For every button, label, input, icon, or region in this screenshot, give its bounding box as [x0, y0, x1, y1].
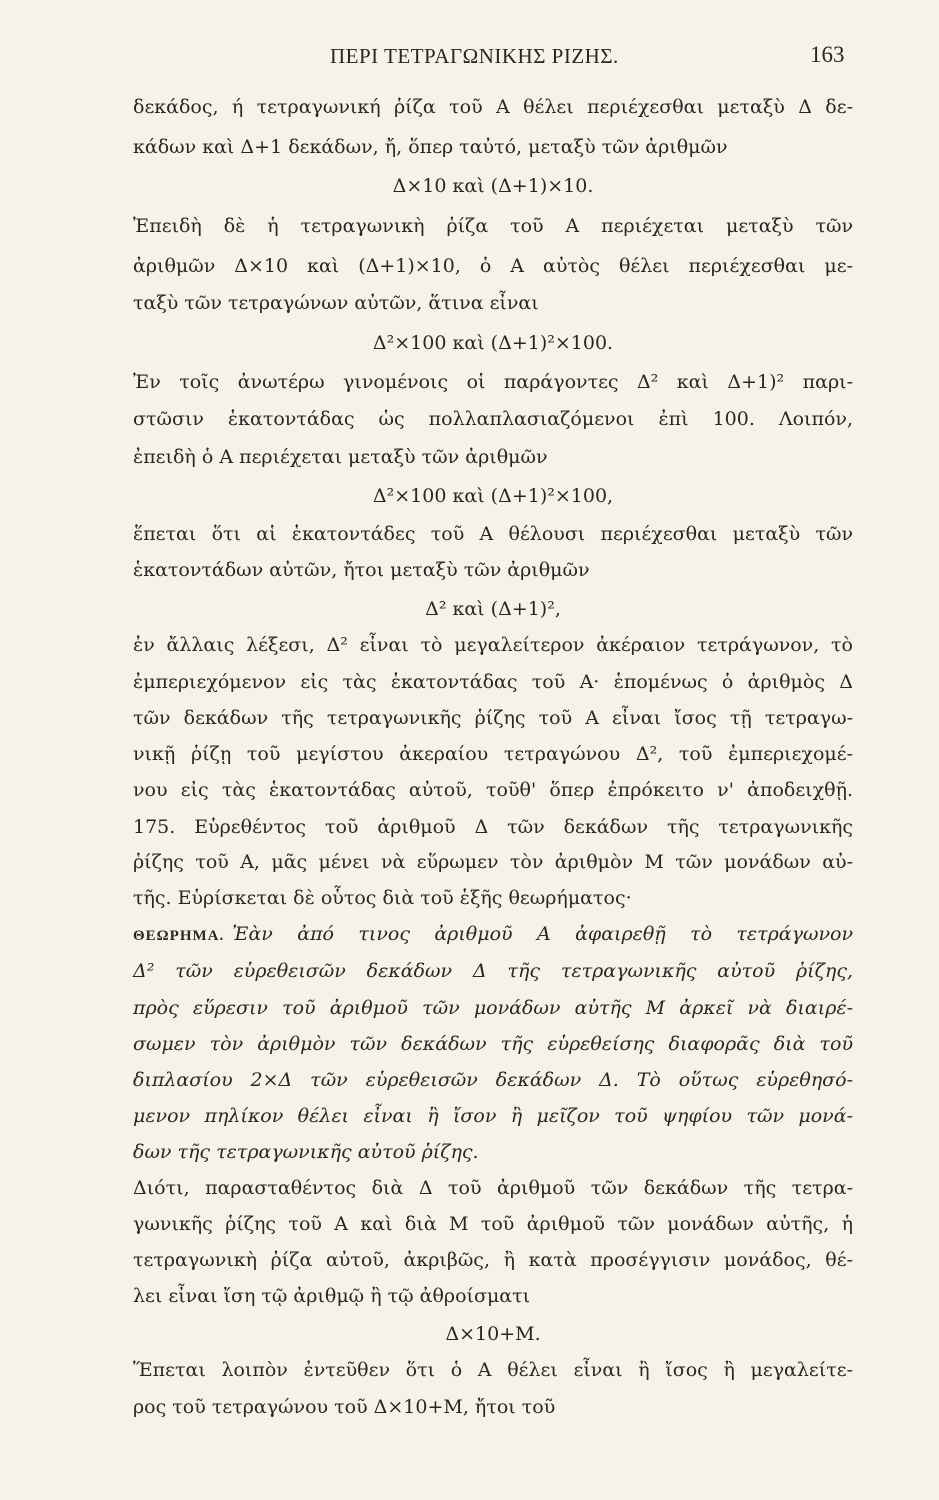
text-line: Ἐν τοῖς ἀνωτέρω γινομένοις οἱ παράγοντες Δ² καὶ Δ+1)² παρι-	[133, 371, 853, 393]
theorem-text: Ἐὰν ἀπό τινος ἀριθμοῦ Α ἀφαιρεθῇ τὸ τετράγωνον	[232, 923, 853, 945]
text-line: ἑκατοντάδων αὐτῶν, ἤτοι μεταξὺ τῶν ἀριθμῶν	[133, 559, 590, 581]
theorem-first-line	[133, 922, 853, 948]
theorem-line: Δ² τῶν εὑρεθεισῶν δεκάδων Δ τῆς τετραγωνικῆς αὐτοῦ ῥίζης,	[133, 960, 853, 982]
page-header	[0, 44, 939, 74]
text-line: 175. Εὑρεθέντος τοῦ ἀριθμοῦ Δ τῶν δεκάδων τῆς τετραγωνικῆς	[133, 816, 853, 838]
text-line: τετραγωνικὴ ῥίζα αὐτοῦ, ἀκριβῶς, ἢ κατὰ προσέγγισιν μονάδος, θέ-	[133, 1249, 853, 1271]
text-line: Διότι, παρασταθέντος διὰ Δ τοῦ ἀριθμοῦ τῶν δεκάδων τῆς τετρα-	[133, 1177, 853, 1199]
formula-line: Δ×10+Μ.	[445, 1323, 541, 1345]
text-line: Ἕπεται λοιπὸν ἐντεῦθεν ὅτι ὁ Α θέλει εἶναι ἢ ἴσος ἢ μεγαλείτε-	[133, 1359, 853, 1381]
theorem-line: πρὸς εὕρεσιν τοῦ ἀριθμοῦ τῶν μονάδων αὐτῆς Μ ἀρκεῖ νὰ διαιρέ-	[133, 997, 853, 1019]
text-line: νου εἰς τὰς ἑκατοντάδας αὐτοῦ, τοῦθ' ὅπερ ἐπρόκειτο ν' ἀποδειχθῇ.	[133, 779, 853, 801]
page-number: 163	[810, 42, 845, 67]
text-line: τῶν δεκάδων τῆς τετραγωνικῆς ῥίζης τοῦ Α εἶναι ἴσος τῇ τετραγω-	[133, 707, 853, 729]
text-line: νικῇ ῥίζῃ τοῦ μεγίστου ἀκεραίου τετραγώνου Δ², τοῦ ἐμπεριεχομέ-	[133, 743, 853, 765]
text-line: Ἐπειδὴ δὲ ἡ τετραγωνικὴ ῥίζα τοῦ Α περιέχεται μεταξὺ τῶν	[133, 215, 853, 237]
text-line: λει εἶναι ἴση τῷ ἀριθμῷ ἢ τῷ ἀθροίσματι	[133, 1285, 531, 1307]
formula-line: Δ×10 καὶ (Δ+1)×10.	[392, 175, 594, 197]
text-line: ἐπειδὴ ὁ Α περιέχεται μεταξὺ τῶν ἀριθμῶν	[133, 446, 548, 468]
text-line: ρος τοῦ τετραγώνου τοῦ Δ×10+Μ, ἤτοι τοῦ	[133, 1396, 556, 1418]
text-line: τῆς. Εὑρίσκεται δὲ οὗτος διὰ τοῦ ἑξῆς θεωρήματος·	[133, 887, 632, 909]
theorem-line: μενον πηλίκον θέλει εἶναι ἢ ἴσον ἢ μεῖζον τοῦ ψηφίου τῶν μονά-	[133, 1105, 853, 1127]
text-line: ἕπεται ὅτι αἱ ἑκατοντάδες τοῦ Α θέλουσι περιέχεσθαι μεταξὺ τῶν	[133, 523, 853, 545]
theorem-line: διπλασίου 2×Δ τῶν εὑρεθεισῶν δεκάδων Δ. Τὸ οὕτως εὑρεθησό-	[133, 1069, 853, 1091]
text-line: ταξὺ τῶν τετραγώνων αὐτῶν, ἅτινα εἶναι	[133, 292, 539, 314]
formula-line: Δ²×100 καὶ (Δ+1)²×100.	[372, 332, 614, 354]
text-line: γωνικῆς ῥίζης τοῦ Α καὶ διὰ Μ τοῦ ἀριθμοῦ τῶν μονάδων αὐτῆς, ἡ	[133, 1213, 853, 1235]
text-line: ἐμπεριεχόμενον εἰς τὰς ἑκατοντάδας τοῦ Α· ἑπομένως ὁ ἀριθμὸς Δ	[133, 671, 853, 693]
formula-line: Δ² καὶ (Δ+1)²,	[425, 598, 561, 620]
formula-line: Δ²×100 καὶ (Δ+1)²×100,	[372, 485, 614, 507]
text-line: κάδων καὶ Δ+1 δεκάδων, ἤ, ὅπερ ταὐτό, μεταξὺ τῶν ἀριθμῶν	[133, 136, 728, 158]
theorem-line: σωμεν τὸν ἀριθμὸν τῶν δεκάδων τῆς εὑρεθείσης διαφορᾶς διὰ τοῦ	[133, 1033, 853, 1055]
text-line: ἀριθμῶν Δ×10 καὶ (Δ+1)×10, ὁ Α αὐτὸς θέλει περιέχεσθαι με-	[133, 255, 853, 277]
text-line: στῶσιν ἑκατοντάδας ὡς πολλαπλασιαζόμενοι ἐπὶ 100. Λοιπόν,	[133, 408, 853, 430]
text-line: δεκάδος, ή τετραγωνική ῥίζα τοῦ Α θέλει περιέχεσθαι μεταξὺ Δ δε-	[133, 96, 853, 118]
theorem-line: δων τῆς τετραγωνικῆς αὐτοῦ ῥίζης.	[133, 1141, 479, 1163]
text-line: ῥίζης τοῦ Α, μᾶς μένει νὰ εὕρωμεν τὸν ἀριθμὸν Μ τῶν μονάδων αὐ-	[133, 851, 853, 873]
theorem-label: ΘΕΩΡΗΜΑ.	[133, 928, 225, 944]
text-line: ἐν ἄλλαις λέξεσι, Δ² εἶναι τὸ μεγαλείτερον ἀκέραιον τετράγωνον, τὸ	[133, 634, 853, 656]
running-title: ΠΕΡΙ ΤΕΤΡΑΓΩΝΙΚΗΣ ΡΙΖΗΣ.	[330, 44, 619, 68]
